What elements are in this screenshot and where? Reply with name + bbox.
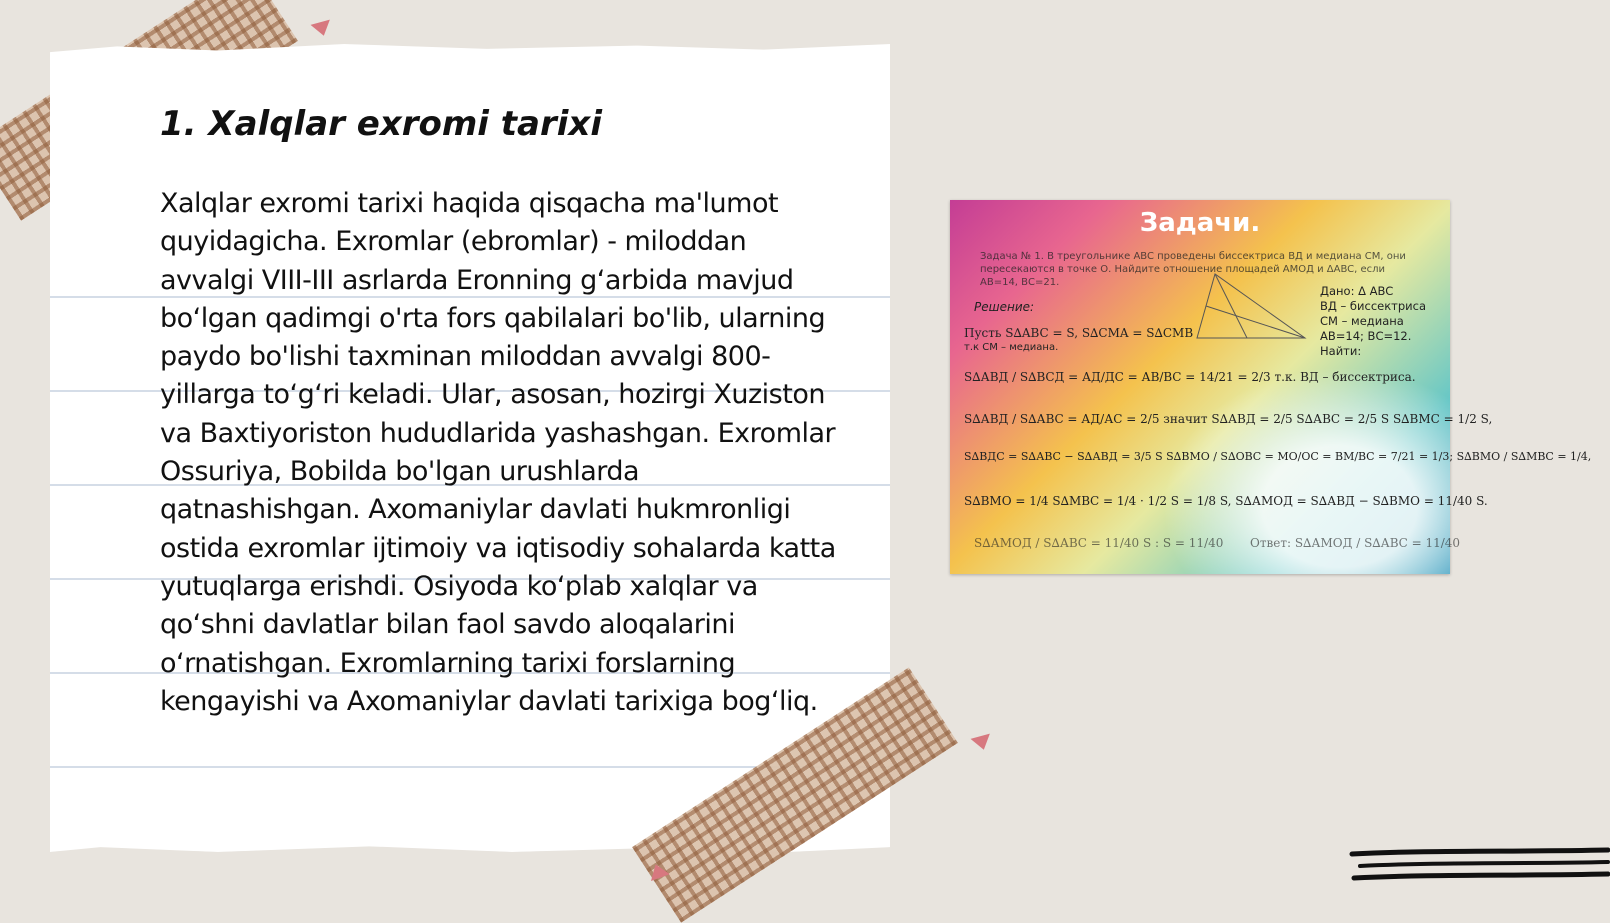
figure-line: S∆АВД / S∆АВС = АД/АС = 2/5 значит S∆АВД = 2/5 S∆АВС = 2/5 S S∆ВМС = 1/2 S, — [964, 412, 1493, 426]
figure-answer: Ответ: S∆АМОД / S∆АВС = 11/40 — [1250, 536, 1461, 550]
figure-line: Пусть S∆ABC = S, S∆CMA = S∆CMB — [964, 326, 1194, 340]
slide-heading: 1. Xalqlar exromi tarixi — [160, 104, 602, 144]
math-problem-image — [950, 200, 1592, 574]
pin-icon — [971, 734, 994, 753]
decorative-brush-stripes — [1350, 848, 1610, 888]
triangle-diagram — [1195, 270, 1310, 345]
figure-line: S∆ВМО = 1/4 S∆МВС = 1/4 · 1/2 S = 1/8 S, S∆АМОД = S∆АВД − S∆ВМО = 11/40 S. — [964, 494, 1488, 508]
figure-task: Задача № 1. В треугольнике ABC проведены биссектриса ВД и медиана СМ, они пересекаются в точке О. Найдите отношение площадей АМОД и ΔABC, если АВ=14, ВС=21. — [980, 251, 1406, 288]
figure-solution-label: Решение: — [974, 300, 1035, 314]
slide-body-text: Xalqlar exromi tarixi haqida qisqacha ma'lumot quyidagicha. Exromlar (ebromlar) - miloddan avvalgi VIII-III asrlarda Eronning g‘arbida mavjud bo‘lgan qadimgi o'rta fors qabilalari bo'lib, ularning paydo bo'lishi taxminan miloddan avvalgi 800-yillarga to‘g‘ri keladi. Ular, asosan, hozirgi Xuziston va Baxtiyoriston hududlarida yashashgan. Exromlar Ossuriya, Bobilda bo'lgan urushlarda qatnashishgan. Axomaniylar davlati hukmronligi ostida exromlar ijtimoiy va iqtisodiy sohalarda katta yutuqlarga erishdi. Osiyoda ko‘plab xalqlar va qo‘shni davlatlar bilan faol savdo aloqalarini o‘rnatishgan. Exromlarning tarixi forslarning kengayishi va Axomaniylar davlati tarixiga bog‘liq. — [160, 188, 836, 717]
figure-line: т.к СМ – медиана. — [964, 342, 1059, 353]
figure-title: Задачи. — [1139, 208, 1261, 238]
figure-line: S∆АМОД / S∆АВС = 11/40 S : S = 11/40 — [974, 536, 1224, 550]
figure-given: Дано: Δ ABC ВД – биссектриса СМ – медиана АВ=14; ВС=12. Найти: — [1320, 284, 1427, 358]
figure-line: S∆ВДС = S∆АВС − S∆АВД = 3/5 S S∆ВМО / S∆ОВС = МО/ОС = ВМ/ВС = 7/21 = 1/3; S∆ВМО / S∆МВС = 1/4, — [964, 450, 1592, 463]
figure-line: S∆АВД / S∆ВСД = АД/ДС = АВ/ВС = 14/21 = 2/3 т.к. ВД – биссектриса. — [964, 370, 1416, 384]
pin-icon — [311, 20, 334, 39]
